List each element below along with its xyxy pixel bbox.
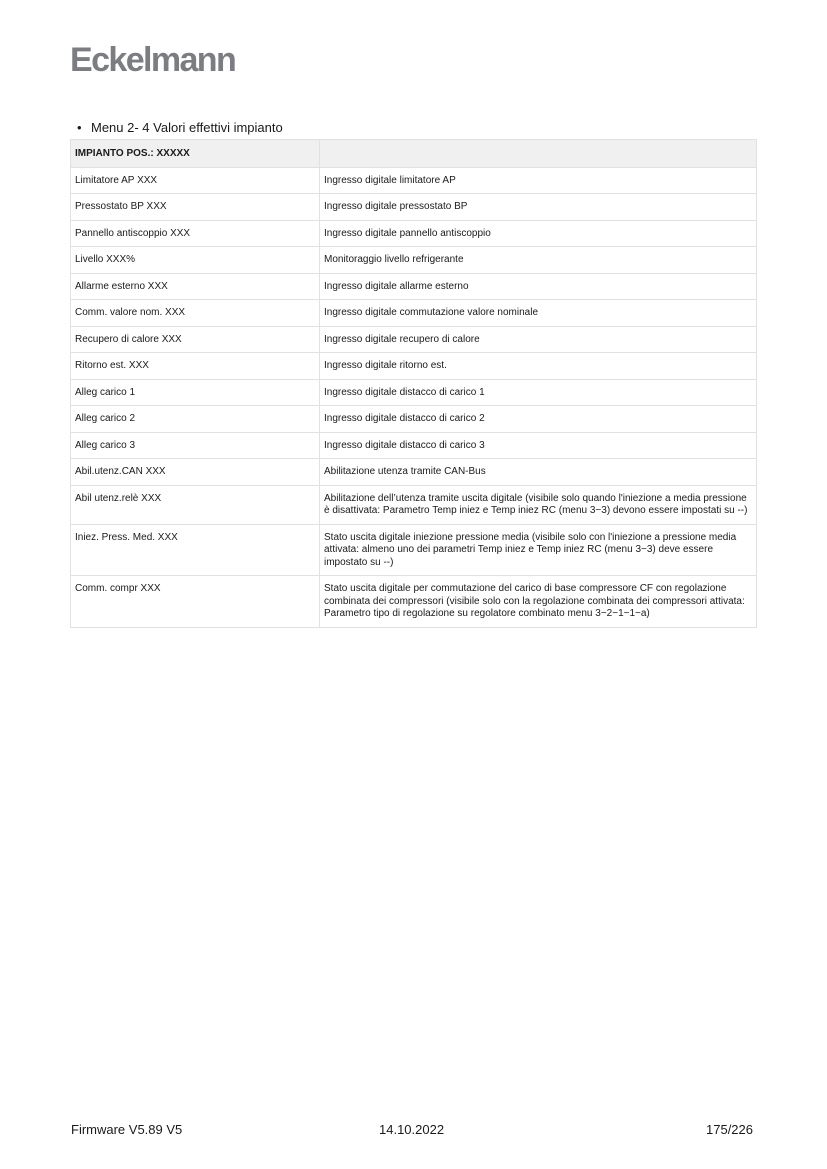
description-cell: Ingresso digitale recupero di calore — [320, 326, 757, 353]
parameter-cell: Livello XXX% — [71, 247, 320, 274]
section-title-text: Menu 2- 4 Valori effettivi impianto — [91, 120, 283, 135]
table-row — [71, 459, 757, 486]
table-header-row — [71, 140, 757, 168]
parameter-cell: Pressostato BP XXX — [71, 194, 320, 221]
table-row — [71, 326, 757, 353]
table-row — [71, 273, 757, 300]
description-cell: Ingresso digitale distacco di carico 2 — [320, 406, 757, 433]
table-row — [71, 379, 757, 406]
parameter-cell: Alleg carico 2 — [71, 406, 320, 433]
footer-date: 14.10.2022 — [379, 1122, 445, 1137]
parameter-cell: Abil.utenz.CAN XXX — [71, 459, 320, 486]
table-row — [71, 406, 757, 433]
table-row — [71, 576, 757, 628]
parameter-cell: Alleg carico 3 — [71, 432, 320, 459]
table-row — [71, 220, 757, 247]
description-cell: Stato uscita digitale iniezione pressione media (visibile solo con l'iniezione a pressione media attivata: almeno uno dei parametri Temp iniez e Temp iniez RC (menu 3−3) deve essere impostato su --) — [320, 524, 757, 576]
table-header-cell — [320, 140, 757, 168]
bullet-icon: • — [77, 120, 82, 135]
description-cell: Ingresso digitale limitatore AP — [320, 167, 757, 194]
description-cell: Ingresso digitale distacco di carico 1 — [320, 379, 757, 406]
description-cell: Ingresso digitale pressostato BP — [320, 194, 757, 221]
table-header-cell: IMPIANTO POS.: XXXXX — [71, 140, 320, 168]
parameter-cell: Comm. valore nom. XXX — [71, 300, 320, 327]
parameter-cell: Ritorno est. XXX — [71, 353, 320, 380]
description-cell: Ingresso digitale ritorno est. — [320, 353, 757, 380]
parameter-cell: Allarme esterno XXX — [71, 273, 320, 300]
description-cell: Stato uscita digitale per commutazione del carico di base compressore CF con regolazione combinata dei compressori (visibile solo con la regolazione combinata dei compressori attivata: Parametro tipo di regolazione su regolatore combinato menu 3−2−1−1−a) — [320, 576, 757, 628]
table-row — [71, 485, 757, 524]
parameter-cell: Iniez. Press. Med. XXX — [71, 524, 320, 576]
values-table — [70, 139, 757, 628]
brand-logo: Eckelmann — [70, 41, 236, 79]
description-cell: Ingresso digitale allarme esterno — [320, 273, 757, 300]
table-row — [71, 247, 757, 274]
footer-page-number: 175/226 — [706, 1122, 753, 1137]
table-row — [71, 353, 757, 380]
description-cell: Ingresso digitale distacco di carico 3 — [320, 432, 757, 459]
description-cell: Ingresso digitale commutazione valore nominale — [320, 300, 757, 327]
description-cell: Monitoraggio livello refrigerante — [320, 247, 757, 274]
parameter-cell: Alleg carico 1 — [71, 379, 320, 406]
parameter-cell: Pannello antiscoppio XXX — [71, 220, 320, 247]
parameter-cell: Comm. compr XXX — [71, 576, 320, 628]
description-cell: Abilitazione utenza tramite CAN-Bus — [320, 459, 757, 486]
parameter-cell: Limitatore AP XXX — [71, 167, 320, 194]
table-row — [71, 300, 757, 327]
table-row — [71, 167, 757, 194]
description-cell: Abilitazione dell’utenza tramite uscita digitale (visibile solo quando l'iniezione a media pressione è disattivata: Parametro Temp iniez e Temp iniez RC (menu 3−3) devono essere impostati su --) — [320, 485, 757, 524]
table-row — [71, 432, 757, 459]
section-heading — [77, 120, 283, 136]
table-row — [71, 194, 757, 221]
footer-firmware: Firmware V5.89 V5 — [71, 1122, 183, 1137]
parameter-cell: Abil utenz.relè XXX — [71, 485, 320, 524]
description-cell: Ingresso digitale pannello antiscoppio — [320, 220, 757, 247]
table-row — [71, 524, 757, 576]
parameter-cell: Recupero di calore XXX — [71, 326, 320, 353]
